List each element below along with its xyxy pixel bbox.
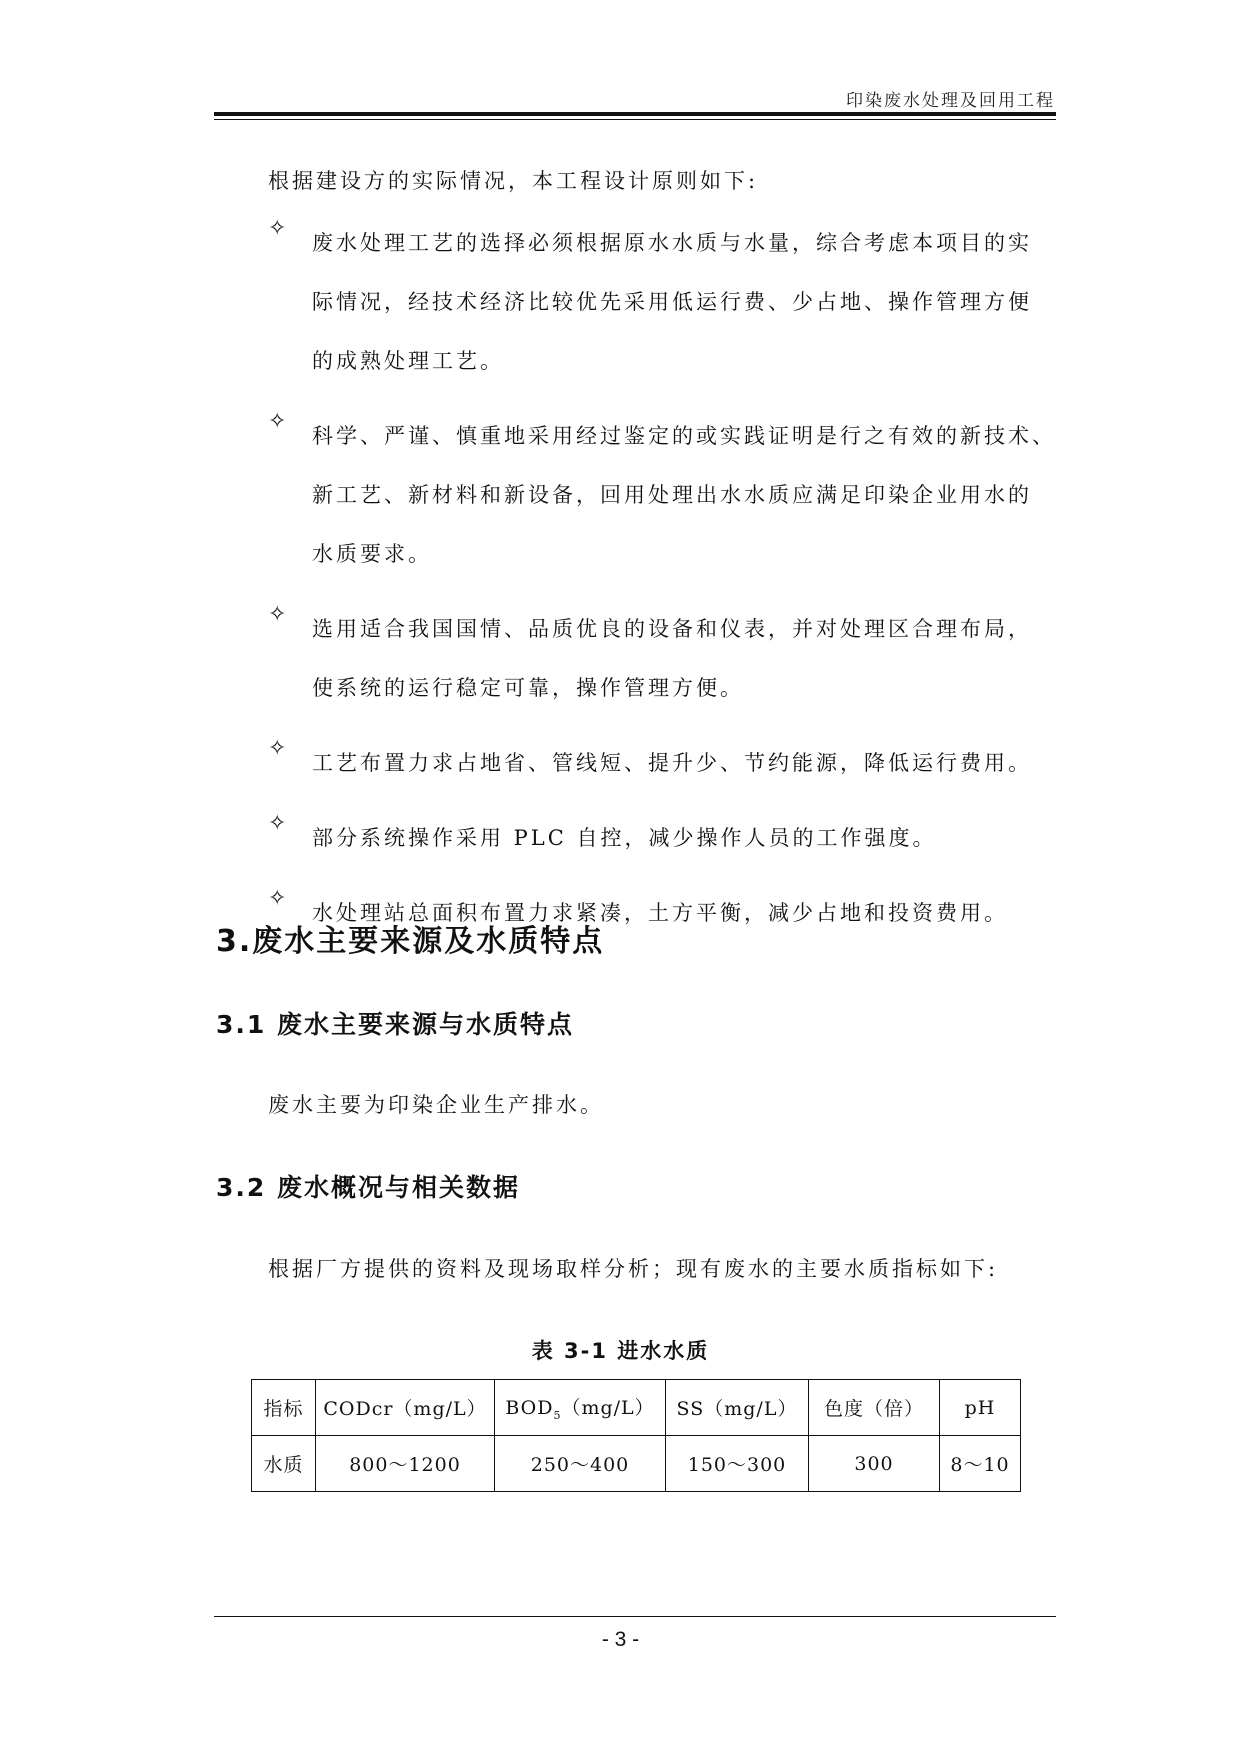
header-rule [214, 112, 1056, 116]
section-heading: 3.废水主要来源及水质特点 [216, 924, 605, 959]
principle-line: 工艺布置力求占地省、管线短、提升少、节约能源，降低运行费用。 [312, 751, 1032, 775]
principle-text [312, 214, 1068, 391]
subsection-heading-3-1: 3.1 废水主要来源与水质特点 [216, 1010, 574, 1039]
principle-line: 选用适合我国国情、品质优良的设备和仪表，并对处理区合理布局， [312, 617, 1032, 641]
principle-line: 际情况，经技术经济比较优先采用低运行费、少占地、操作管理方便 [312, 290, 1032, 314]
page-number: - 3 - [601, 1628, 640, 1651]
principle-line: 的成熟处理工艺。 [312, 349, 504, 373]
principle-item [268, 600, 1068, 718]
bullet-diamond-icon: ✧ [268, 602, 287, 627]
subsection-heading-3-2: 3.2 废水概况与相关数据 [216, 1173, 520, 1202]
bullet-diamond-icon: ✧ [268, 886, 287, 911]
principle-line: 使系统的运行稳定可靠，操作管理方便。 [312, 676, 744, 700]
principle-line: 部分系统操作采用 PLC 自控，减少操作人员的工作强度。 [312, 826, 937, 850]
table-row [252, 1436, 1021, 1492]
subsection-3-2-text: 根据厂方提供的资料及现场取样分析；现有废水的主要水质指标如下: [268, 1257, 999, 1281]
header-cell: 指标 [252, 1380, 316, 1436]
bod-unit: （mg/L） [561, 1397, 655, 1420]
bullet-diamond-icon: ✧ [268, 736, 287, 761]
subsection-3-1-text: 废水主要为印染企业生产排水。 [268, 1093, 604, 1117]
bod-label: BOD [505, 1397, 554, 1420]
principle-text [312, 809, 1068, 868]
header-cell: SS（mg/L） [666, 1380, 809, 1436]
bod-subscript: 5 [553, 1408, 562, 1422]
table-cell: 250～400 [495, 1436, 666, 1492]
header-cell [495, 1380, 666, 1436]
table-cell: 8～10 [940, 1436, 1021, 1492]
table-header-row [252, 1380, 1021, 1436]
table-cell: 150～300 [666, 1436, 809, 1492]
table-cell: 800～1200 [316, 1436, 495, 1492]
header-rule-thin [214, 119, 1056, 120]
principle-item [268, 734, 1068, 793]
principle-item [268, 809, 1068, 868]
bullet-diamond-icon: ✧ [268, 216, 287, 241]
running-header: 印染废水处理及回用工程 [846, 91, 1055, 111]
principle-item [268, 214, 1068, 391]
bullet-diamond-icon: ✧ [268, 811, 287, 836]
principle-line: 水处理站总面积布置力求紧凑，土方平衡，减少占地和投资费用。 [312, 901, 1008, 925]
principle-item [268, 407, 1068, 584]
intro-paragraph: 根据建设方的实际情况，本工程设计原则如下: [268, 169, 759, 193]
bullet-diamond-icon: ✧ [268, 409, 287, 434]
footer-rule [214, 1616, 1056, 1617]
principle-line: 废水处理工艺的选择必须根据原水水质与水量，综合考虑本项目的实 [312, 231, 1032, 255]
water-quality-table [251, 1379, 1021, 1492]
principle-line: 科学、严谨、慎重地采用经过鉴定的或实践证明是行之有效的新技术、 [312, 424, 1056, 448]
header-cell: CODcr（mg/L） [316, 1380, 495, 1436]
principle-text [312, 734, 1068, 793]
table-cell: 300 [809, 1436, 940, 1492]
header-cell: pH [940, 1380, 1021, 1436]
design-principles-list [268, 216, 1068, 971]
principle-line: 水质要求。 [312, 542, 432, 566]
header-cell: 色度（倍） [809, 1380, 940, 1436]
table-cell: 水质 [252, 1436, 316, 1492]
principle-text [312, 600, 1068, 718]
table-caption: 表 3-1 进水水质 [531, 1339, 710, 1363]
principle-line: 新工艺、新材料和新设备，回用处理出水水质应满足印染企业用水的 [312, 483, 1032, 507]
principle-text [312, 407, 1068, 584]
